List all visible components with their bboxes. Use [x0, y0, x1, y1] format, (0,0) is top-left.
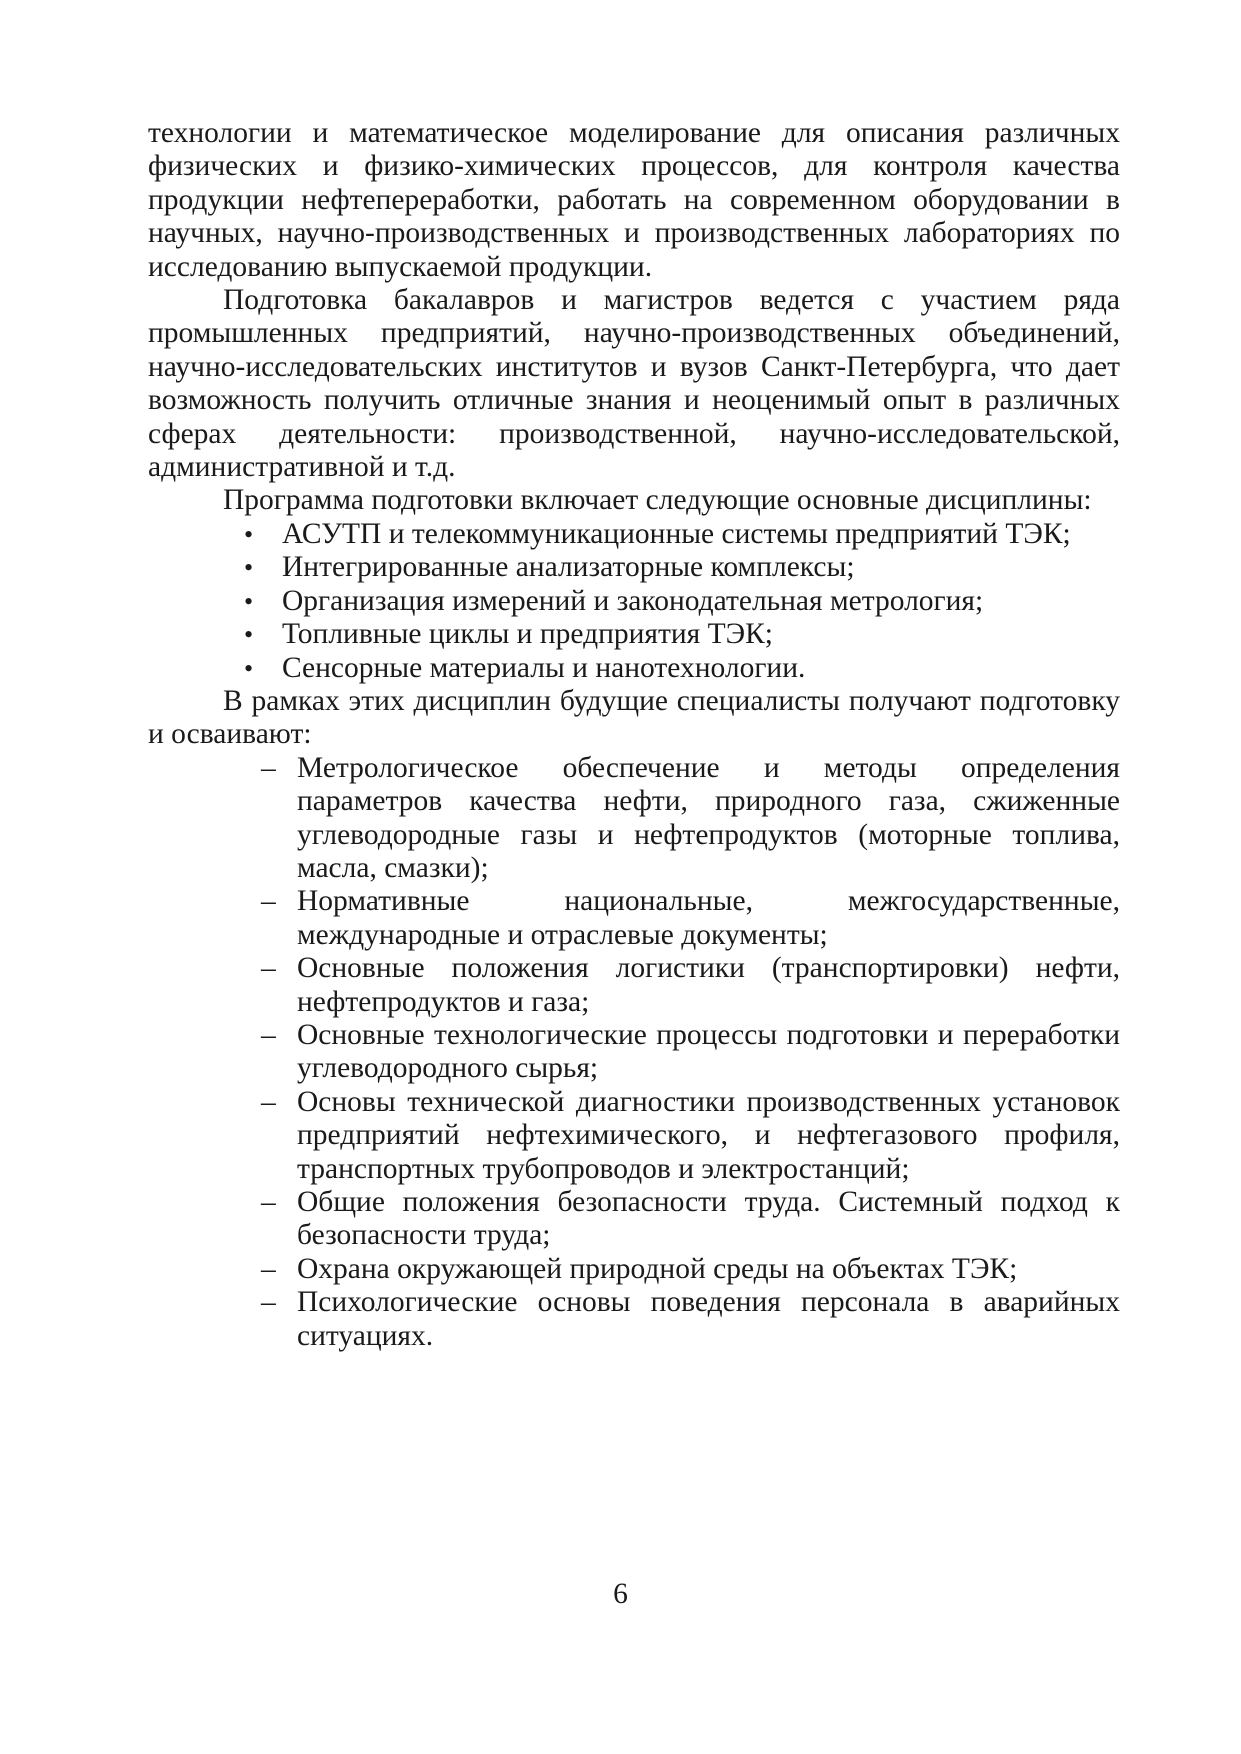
paragraph-intro: технологии и математическое моделирование для описания различных физических и физико-химических процессов, для контроля качества продукции нефтепереработки, работать на современном оборудовании в научных, научно-производственных и производственных лабораториях по исследованию выпускаемой продукции. [148, 117, 1120, 283]
list-item [148, 618, 1120, 651]
topic-text: Основы технической диагностики производственных установок предприятий нефтехимического, и нефтегазового профиля, транспортных трубопроводов и электростанций; [297, 1085, 1120, 1185]
list-item [148, 652, 1120, 685]
dash-icon: – [261, 1186, 276, 1218]
paragraph-disciplines-intro: В рамках этих дисциплин будущие специалисты получают подготовку и осваивают: [148, 684, 1120, 751]
bullet-icon: • [244, 620, 254, 650]
dash-icon: – [261, 751, 276, 784]
dash-icon: – [261, 1018, 276, 1051]
dash-icon: – [261, 1252, 276, 1285]
list-item [148, 885, 1120, 952]
dash-icon: – [261, 1286, 276, 1319]
list-item [148, 1286, 1120, 1353]
disciplines-list [148, 518, 1120, 685]
list-item [148, 551, 1120, 584]
list-item [148, 1186, 1120, 1253]
paragraph-training: Подготовка бакалавров и магистров ведется с участием ряда промышленных предприятий, научно-производственных объединений, научно-исследовательских институтов и вузов Санкт-Петербурга, что дает возможность получить отличные знания и неоценимый опыт в различных сферах деятельности: производственной, научно-исследовательской, административной и т.д. [148, 284, 1120, 484]
paragraph-program-intro: Программа подготовки включает следующие основные дисциплины: [223, 484, 1092, 517]
list-item [148, 952, 1120, 1019]
topic-text: Психологические основы поведения персонала в аварийных ситуациях. [297, 1286, 1120, 1352]
discipline-text: Интегрированные анализаторные комплексы; [282, 551, 855, 584]
topic-text: Основные технологические процессы подготовки и переработки углеводородного сырья; [297, 1018, 1120, 1085]
list-item [148, 1086, 1120, 1186]
list-item [148, 518, 1120, 551]
discipline-text: Топливные циклы и предприятия ТЭК; [282, 618, 773, 651]
bullet-icon: • [244, 586, 254, 616]
bullet-icon: • [244, 519, 254, 549]
topic-text: Метрологическое обеспечение и методы определения параметров качества нефти, природного газа, сжиженные углеводородные газы и нефтепродуктов (моторные топлива, масла, смазки); [297, 751, 1120, 884]
topic-text: Основные положения логистики (транспортировки) нефти, нефтепродуктов и газа; [297, 952, 1120, 1018]
page-content [148, 117, 1120, 1353]
topic-text: Общие положения безопасности труда. Системный подход к безопасности труда; [297, 1186, 1120, 1252]
list-item [148, 585, 1120, 618]
page-number: 6 [613, 1578, 628, 1610]
topic-text: Охрана окружающей природной среды на объектах ТЭК; [297, 1252, 1018, 1285]
dash-icon: – [261, 1085, 276, 1118]
discipline-text: Сенсорные материалы и нанотехнологии. [282, 651, 806, 684]
dash-icon: – [261, 952, 276, 985]
list-item [148, 1253, 1120, 1286]
topics-list [148, 752, 1120, 1353]
discipline-text: АСУТП и телекоммуникационные системы предприятий ТЭК; [282, 517, 1071, 550]
discipline-text: Организация измерений и законодательная метрология; [282, 584, 984, 617]
bullet-icon: • [244, 553, 254, 583]
list-item [148, 752, 1120, 886]
bullet-icon: • [244, 653, 254, 683]
dash-icon: – [261, 885, 276, 918]
topic-text: Нормативные национальные, межгосударственные, международные и отраслевые документы; [297, 885, 1120, 951]
list-item [148, 1019, 1120, 1086]
